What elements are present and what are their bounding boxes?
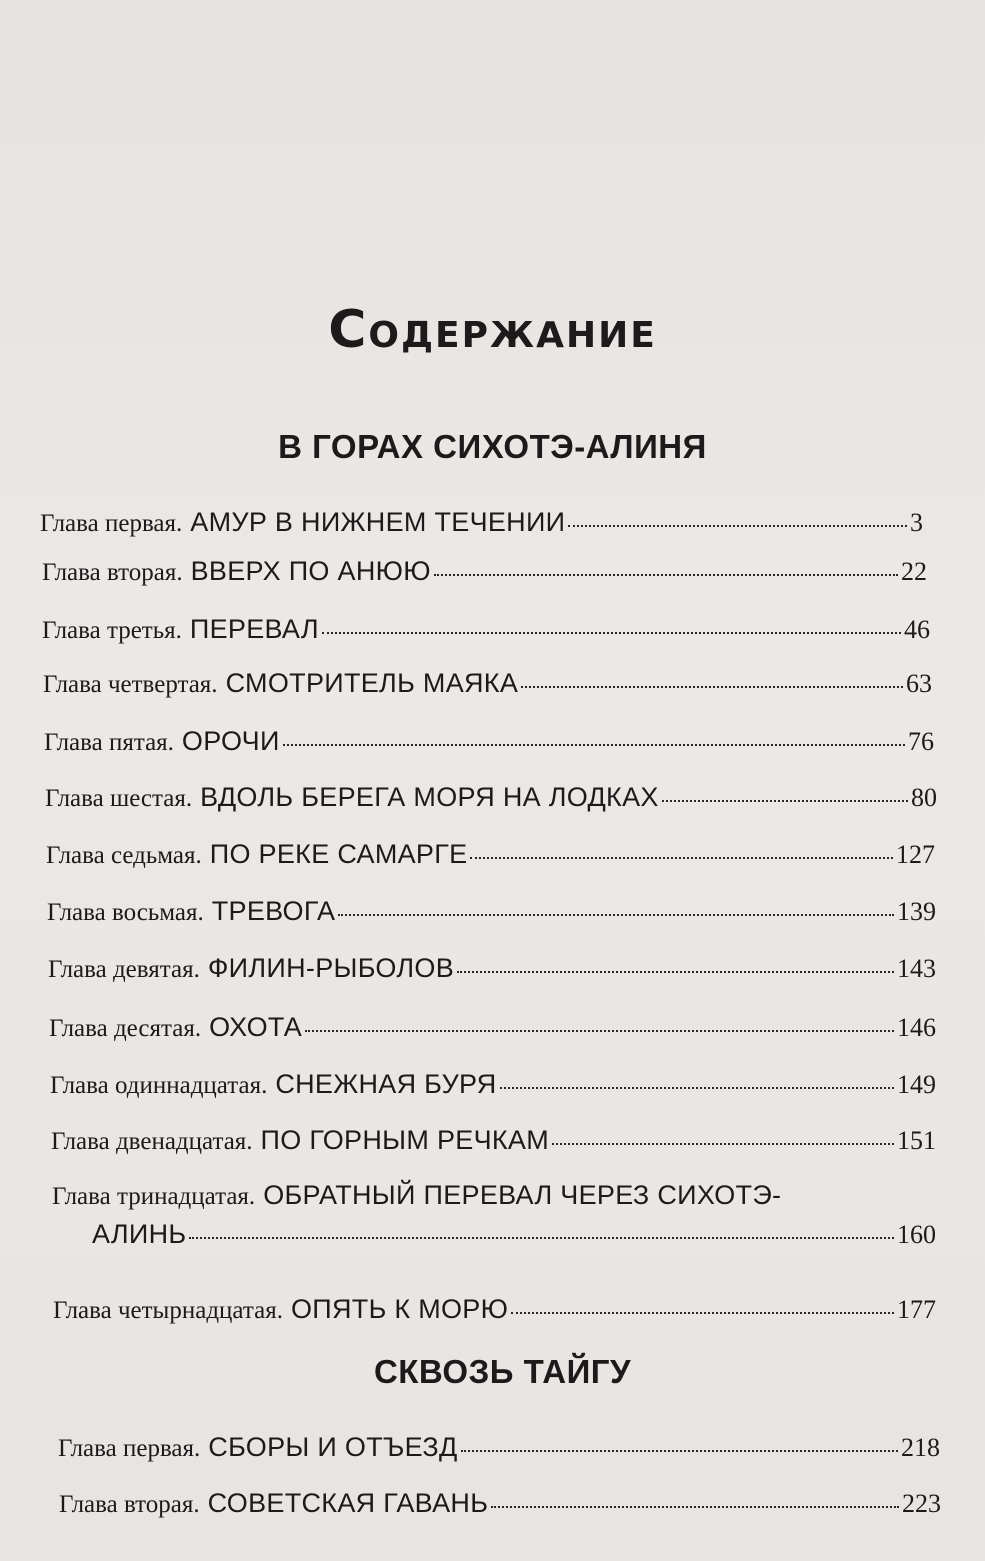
toc-entry[interactable] bbox=[43, 668, 932, 699]
toc-entry[interactable] bbox=[42, 556, 927, 587]
chapter-label: Глава тринадцатая. bbox=[52, 1183, 256, 1210]
section-heading: В ГОРАХ СИХОТЭ-АЛИНЯ bbox=[278, 428, 707, 465]
chapter-name: ОБРАТНЫЙ ПЕРЕВАЛ ЧЕРЕЗ СИХОТЭ- bbox=[263, 1180, 782, 1210]
chapter-label: Глава четырнадцатая. bbox=[53, 1297, 283, 1324]
page-number: 3 bbox=[910, 508, 923, 537]
toc-entry[interactable] bbox=[47, 896, 936, 927]
dot-leader bbox=[189, 1237, 894, 1239]
page-number: 127 bbox=[896, 840, 935, 869]
dot-leader bbox=[338, 914, 894, 916]
chapter-name: ПЕРЕВАЛ bbox=[189, 614, 319, 644]
page-number: 80 bbox=[911, 783, 937, 812]
toc-entry[interactable] bbox=[53, 1294, 936, 1325]
chapter-label: Глава первая. bbox=[58, 1435, 201, 1462]
dot-leader bbox=[521, 686, 903, 688]
dot-leader bbox=[552, 1143, 894, 1145]
chapter-name: СМОТРИТЕЛЬ МАЯКА bbox=[225, 668, 519, 698]
page-number: 160 bbox=[897, 1220, 936, 1249]
section-heading: СКВОЗЬ ТАЙГУ bbox=[373, 1353, 632, 1390]
chapter-label: Глава первая. bbox=[40, 510, 183, 537]
dot-leader bbox=[434, 574, 898, 576]
toc-entry[interactable] bbox=[58, 1432, 940, 1463]
page-number: 151 bbox=[897, 1126, 936, 1155]
toc-entry[interactable] bbox=[42, 614, 930, 645]
chapter-name: СОВЕТСКАЯ ГАВАНЬ bbox=[207, 1488, 489, 1518]
chapter-label: Глава шестая. bbox=[45, 785, 193, 812]
toc-entry[interactable] bbox=[49, 1012, 936, 1043]
chapter-name: ВДОЛЬ БЕРЕГА МОРЯ НА ЛОДКАХ bbox=[200, 782, 659, 812]
chapter-label: Глава вторая. bbox=[59, 1491, 200, 1518]
dot-leader bbox=[283, 744, 905, 746]
dot-leader bbox=[511, 1312, 894, 1314]
chapter-label: Глава пятая. bbox=[44, 729, 174, 756]
chapter-label: Глава десятая. bbox=[49, 1015, 202, 1042]
chapter-name: ПО РЕКЕ САМАРГЕ bbox=[209, 839, 468, 869]
dot-leader bbox=[568, 525, 907, 527]
page-number: 223 bbox=[902, 1489, 941, 1518]
dot-leader bbox=[461, 1450, 898, 1452]
dot-leader bbox=[491, 1506, 899, 1508]
chapter-label: Глава девятая. bbox=[48, 956, 200, 983]
dot-leader bbox=[457, 971, 894, 973]
page-number: 63 bbox=[906, 669, 932, 698]
chapter-name: ФИЛИН-РЫБОЛОВ bbox=[207, 953, 455, 983]
dot-leader bbox=[305, 1030, 894, 1032]
dot-leader bbox=[500, 1087, 894, 1089]
page-number: 139 bbox=[897, 897, 936, 926]
toc-entry[interactable] bbox=[48, 953, 936, 984]
page-number: 76 bbox=[908, 727, 934, 756]
chapter-name: АМУР В НИЖНЕМ ТЕЧЕНИИ bbox=[190, 507, 566, 537]
chapter-label: Глава четвертая. bbox=[43, 671, 218, 698]
toc-entry[interactable] bbox=[59, 1488, 941, 1519]
page-number: 143 bbox=[897, 954, 936, 983]
chapter-name: ТРЕВОГА bbox=[211, 896, 336, 926]
dot-leader bbox=[470, 857, 893, 859]
chapter-name: ОРОЧИ bbox=[181, 726, 280, 756]
page-number: 22 bbox=[901, 557, 927, 586]
chapter-name-continued: АЛИНЬ bbox=[92, 1219, 187, 1249]
page-title: Содержание bbox=[328, 300, 657, 360]
chapter-label: Глава одиннадцатая. bbox=[50, 1072, 268, 1099]
toc-entry[interactable] bbox=[51, 1125, 936, 1156]
toc-entry[interactable] bbox=[50, 1069, 936, 1100]
dot-leader bbox=[662, 800, 908, 802]
toc-entry[interactable] bbox=[40, 507, 923, 538]
toc-entry[interactable] bbox=[46, 839, 935, 870]
page-number: 218 bbox=[901, 1433, 940, 1462]
chapter-label: Глава восьмая. bbox=[47, 899, 204, 926]
chapter-name: ОХОТА bbox=[209, 1012, 303, 1042]
chapter-label: Глава вторая. bbox=[42, 559, 183, 586]
chapter-name: СНЕЖНАЯ БУРЯ bbox=[275, 1069, 497, 1099]
page-number: 46 bbox=[904, 615, 930, 644]
chapter-label: Глава третья. bbox=[42, 617, 182, 644]
chapter-name: ПО ГОРНЫМ РЕЧКАМ bbox=[260, 1125, 550, 1155]
page-number: 146 bbox=[897, 1013, 936, 1042]
toc-entry[interactable] bbox=[45, 782, 937, 813]
dot-leader bbox=[322, 632, 901, 634]
chapter-name: СБОРЫ И ОТЪЕЗД bbox=[208, 1432, 458, 1462]
toc-entry[interactable] bbox=[52, 1180, 936, 1250]
toc-entry[interactable] bbox=[44, 726, 934, 757]
chapter-name: ВВЕРХ ПО АНЮЮ bbox=[190, 556, 431, 586]
chapter-name: ОПЯТЬ К МОРЮ bbox=[290, 1294, 509, 1324]
chapter-label: Глава седьмая. bbox=[46, 842, 202, 869]
chapter-label: Глава двенадцатая. bbox=[51, 1128, 253, 1155]
page-number: 177 bbox=[897, 1295, 936, 1324]
page-number: 149 bbox=[897, 1070, 936, 1099]
